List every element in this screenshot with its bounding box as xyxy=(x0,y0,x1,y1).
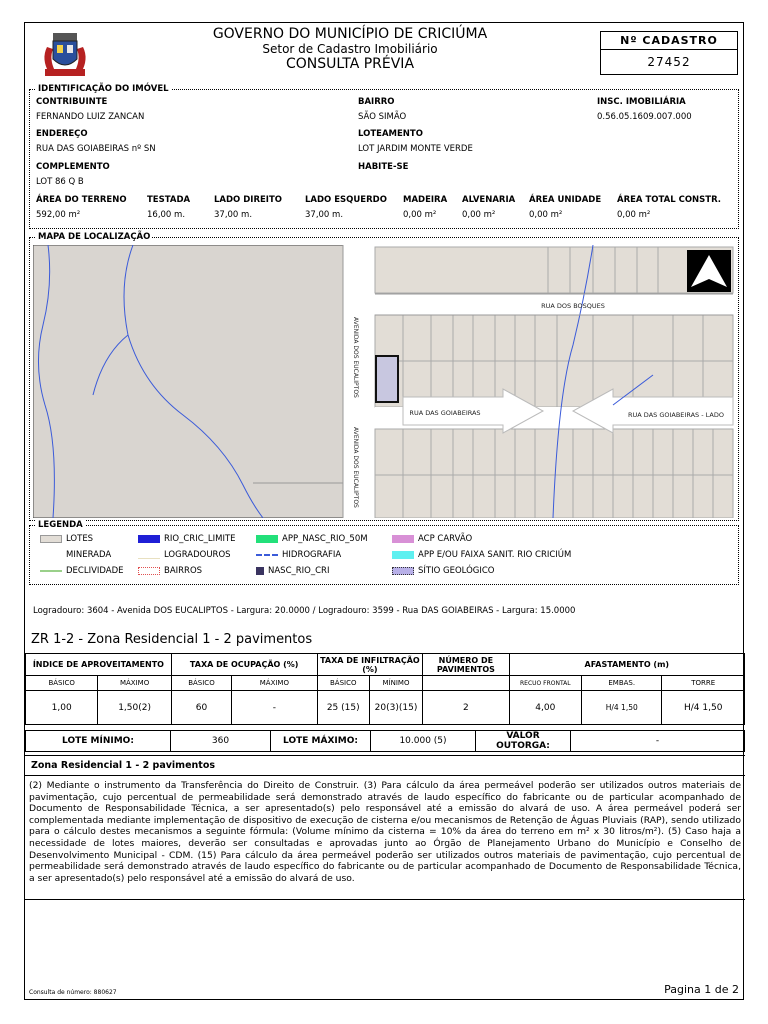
legend-item-declividade: DECLIVIDADE xyxy=(40,566,124,576)
legend-swatch xyxy=(138,535,160,543)
sub-basico-2: BÁSICO xyxy=(171,676,231,691)
cadastro-label: Nº CADASTRO xyxy=(601,32,737,50)
street-label-eucaliptos-2: AVENIDA DOS EUCALIPTOS xyxy=(352,427,359,508)
street-label-goiabeiras-lado: RUA DAS GOIABEIRAS - LADO xyxy=(628,411,724,419)
outorga-value: - xyxy=(571,731,745,752)
sub-torre: TORRE xyxy=(662,676,745,691)
lado-direito-label: LADO DIREITO xyxy=(214,195,282,205)
lote-min-label: LOTE MÍNIMO: xyxy=(26,731,171,752)
sub-basico-3: BÁSICO xyxy=(317,676,369,691)
legend-swatch xyxy=(392,535,414,543)
sub-recuo-frontal: RECUO FRONTAL xyxy=(509,676,581,691)
header-taxa-infiltracao: TAXA DE INFILTRAÇÃO (%) xyxy=(317,654,423,676)
legend-item-sitio: SÍTIO GEOLÓGICO xyxy=(392,566,494,576)
area-unidade-value: 0,00 m² xyxy=(529,210,563,220)
logradouro-text: Logradouro: 3604 - Avenida DOS EUCALIPTOS - Largura: 20.0000 / Logradouro: 3599 - Rua DAS GOIABEIRAS - Largura: 15.0000 xyxy=(33,606,576,616)
legend-swatch xyxy=(256,535,278,543)
val-indice-maximo: 1,50(2) xyxy=(98,691,171,725)
outorga-label: VALOR OUTORGA: xyxy=(476,731,571,752)
lote-max-label: LOTE MÁXIMO: xyxy=(271,731,371,752)
cadastro-value: 27452 xyxy=(647,55,691,69)
legenda-title: LEGENDA xyxy=(38,520,83,530)
legend-item-minerada: MINERADA xyxy=(40,550,111,560)
legend-swatch xyxy=(40,551,62,559)
legenda-section xyxy=(29,520,739,585)
area-terreno-value: 592,00 m² xyxy=(36,210,81,220)
complemento-value: LOT 86 Q B xyxy=(36,177,84,187)
sub-maximo-1: MÁXIMO xyxy=(98,676,171,691)
legend-item-app-nasc: APP_NASC_RIO_50M xyxy=(256,534,368,544)
bairro-label: BAIRRO xyxy=(358,97,395,107)
val-recuo-frontal: 4,00 xyxy=(509,691,581,725)
val-ocup-maximo: - xyxy=(232,691,317,725)
street-label-bosques: RUA DOS BOSQUES xyxy=(541,302,605,310)
street-label-eucaliptos-1: AVENIDA DOS EUCALIPTOS xyxy=(352,317,359,398)
zona-notes: (2) Mediante o instrumento da Transferência do Direito de Construir. (3) Para cálculo da área permeável poderão ser utilizados outros materiais de pavimentação, cujo percentual de permeabilidade será demonstrado através de laudo específico do fabricante ou de particular acompanhado de Documento de Responsabilidade Técnica, a ser apresentado(s) pelo responsável até a emissão do alvará de uso. A área permeável poderá ser complementada mediante implementação de dispositivo de execução de cisterna e/ou mecanismos de Retenção de Águas Pluviais (RAP), sendo utilizado para o cálculo destes mecanismos a seguinte fórmula: (Volume mínimo da cisterna = 10% da área do terreno em m² x 30 litros/m²). (5) Caso haja a necessidade de lotes maiores, deverão ser consultadas e aprovadas junto ao Órgão de Planejamento Urbano do Município e Conselho de Desenvolvimento Municipal - CDM. (15) Para cálculo da área permeável poderão ser utilizados outros materiais de pavimentação, cujo percentual de permeabilidade será demonstrado através de laudo específico do fabricante ou de particular acompanhado de Documento de Responsabilidade Técnica, a ser apresentado(s) pelo responsável até a emissão do alvará de uso. xyxy=(29,780,741,884)
lado-esquerdo-label: LADO ESQUERDO xyxy=(305,195,387,205)
contribuinte-value: FERNANDO LUIZ ZANCAN xyxy=(36,112,145,122)
zona-subtitle: Zona Residencial 1 - 2 pavimentos xyxy=(31,760,216,771)
area-unidade-label: ÁREA UNIDADE xyxy=(529,195,602,205)
header-taxa-ocupacao: TAXA DE OCUPAÇÃO (%) xyxy=(171,654,317,676)
legend-item-bairros: BAIRROS xyxy=(138,566,202,576)
habite-label: HABITE-SE xyxy=(358,162,409,172)
lote-max-value: 10.000 (5) xyxy=(371,731,476,752)
consulta-number: Consulta de número: 880627 xyxy=(29,989,117,996)
legend-swatch xyxy=(392,567,414,575)
insc-label: INSC. IMOBILIÁRIA xyxy=(597,97,686,107)
header-indice: ÍNDICE DE APROVEITAMENTO xyxy=(26,654,172,676)
cadastro-box xyxy=(600,31,738,75)
insc-value: 0.56.05.1609.007.000 xyxy=(597,112,692,122)
legend-swatch xyxy=(138,551,160,559)
location-map[interactable] xyxy=(33,245,735,518)
alvenaria-value: 0,00 m² xyxy=(462,210,496,220)
complemento-label: COMPLEMENTO xyxy=(36,162,110,172)
val-torre: H/4 1,50 xyxy=(662,691,745,725)
loteamento-value: LOT JARDIM MONTE VERDE xyxy=(358,144,473,154)
area-total-value: 0,00 m² xyxy=(617,210,651,220)
legend-swatch xyxy=(392,551,414,559)
zona-subtitle-band xyxy=(25,755,745,776)
area-terreno-label: ÁREA DO TERRENO xyxy=(36,195,127,205)
street-label-goiabeiras: RUA DAS GOIABEIRAS xyxy=(409,409,481,417)
alvenaria-label: ALVENARIA xyxy=(462,195,516,205)
lado-direito-value: 37,00 m. xyxy=(214,210,253,220)
identificacao-section xyxy=(29,84,739,229)
sub-minimo-3: MÍNIMO xyxy=(369,676,422,691)
madeira-label: MADEIRA xyxy=(403,195,448,205)
legend-swatch xyxy=(138,567,160,575)
endereco-label: ENDEREÇO xyxy=(36,129,88,139)
sub-maximo-2: MÁXIMO xyxy=(232,676,317,691)
contribuinte-label: CONTRIBUINTE xyxy=(36,97,108,107)
val-inf-basico: 25 (15) xyxy=(317,691,369,725)
bairro-value: SÃO SIMÃO xyxy=(358,112,407,122)
legend-swatch xyxy=(40,535,62,543)
notes-divider xyxy=(25,899,745,900)
selected-lot xyxy=(376,356,398,402)
area-total-label: ÁREA TOTAL CONSTR. xyxy=(617,195,722,205)
val-indice-basico: 1,00 xyxy=(26,691,98,725)
zona-title: ZR 1-2 - Zona Residencial 1 - 2 pavimentos xyxy=(31,632,313,647)
sub-embas: EMBAS. xyxy=(582,676,662,691)
header-num-pavimentos: NÚMERO DE PAVIMENTOS xyxy=(423,654,509,676)
endereco-value: RUA DAS GOIABEIRAS nº SN xyxy=(36,144,156,154)
testada-value: 16,00 m. xyxy=(147,210,186,220)
mapa-title: MAPA DE LOCALIZAÇÃO xyxy=(38,232,151,242)
lote-min-value: 360 xyxy=(171,731,271,752)
loteamento-label: LOTEAMENTO xyxy=(358,129,423,139)
sub-basico-1: BÁSICO xyxy=(26,676,98,691)
legend-item-logradouros: LOGRADOUROS xyxy=(138,550,231,560)
north-arrow-icon xyxy=(687,250,731,292)
legend-swatch xyxy=(40,570,62,572)
legend-item-rio-limite: RIO_CRIC_LIMITE xyxy=(138,534,236,544)
val-embas: H/4 1,50 xyxy=(582,691,662,725)
val-ocup-basico: 60 xyxy=(171,691,231,725)
document-title: CONSULTA PRÉVIA xyxy=(285,56,415,72)
legend-item-acp-carvao: ACP CARVÃO xyxy=(392,534,472,544)
legend-item-nasc-rio: NASC_RIO_CRI xyxy=(256,566,329,576)
identificacao-title: IDENTIFICAÇÃO DO IMÓVEL xyxy=(38,84,169,94)
sector-title: Setor de Cadastro Imobiliário xyxy=(262,42,438,56)
crest-logo xyxy=(39,29,91,79)
zoning-table xyxy=(25,653,745,725)
mapa-section xyxy=(29,232,739,521)
legend-item-hidrografia: HIDROGRAFIA xyxy=(256,550,341,560)
document-page xyxy=(24,22,744,1000)
sub-empty xyxy=(423,676,509,691)
val-num-pavimentos: 2 xyxy=(423,691,509,725)
legend-swatch xyxy=(256,554,278,556)
val-inf-minimo: 20(3)(15) xyxy=(369,691,422,725)
legend-item-lotes: LOTES xyxy=(40,534,93,544)
madeira-value: 0,00 m² xyxy=(403,210,437,220)
header-afastamento: AFASTAMENTO (m) xyxy=(509,654,744,676)
legend-swatch xyxy=(256,567,264,575)
testada-label: TESTADA xyxy=(147,195,191,205)
lado-esquerdo-value: 37,00 m. xyxy=(305,210,344,220)
page-number: Pagina 1 de 2 xyxy=(664,983,739,996)
lote-table xyxy=(25,730,745,752)
legend-item-app-faixa: APP E/OU FAIXA SANIT. RIO CRICIÚM xyxy=(392,550,571,560)
municipality-title: GOVERNO DO MUNICÍPIO DE CRICIÚMA xyxy=(212,26,488,42)
